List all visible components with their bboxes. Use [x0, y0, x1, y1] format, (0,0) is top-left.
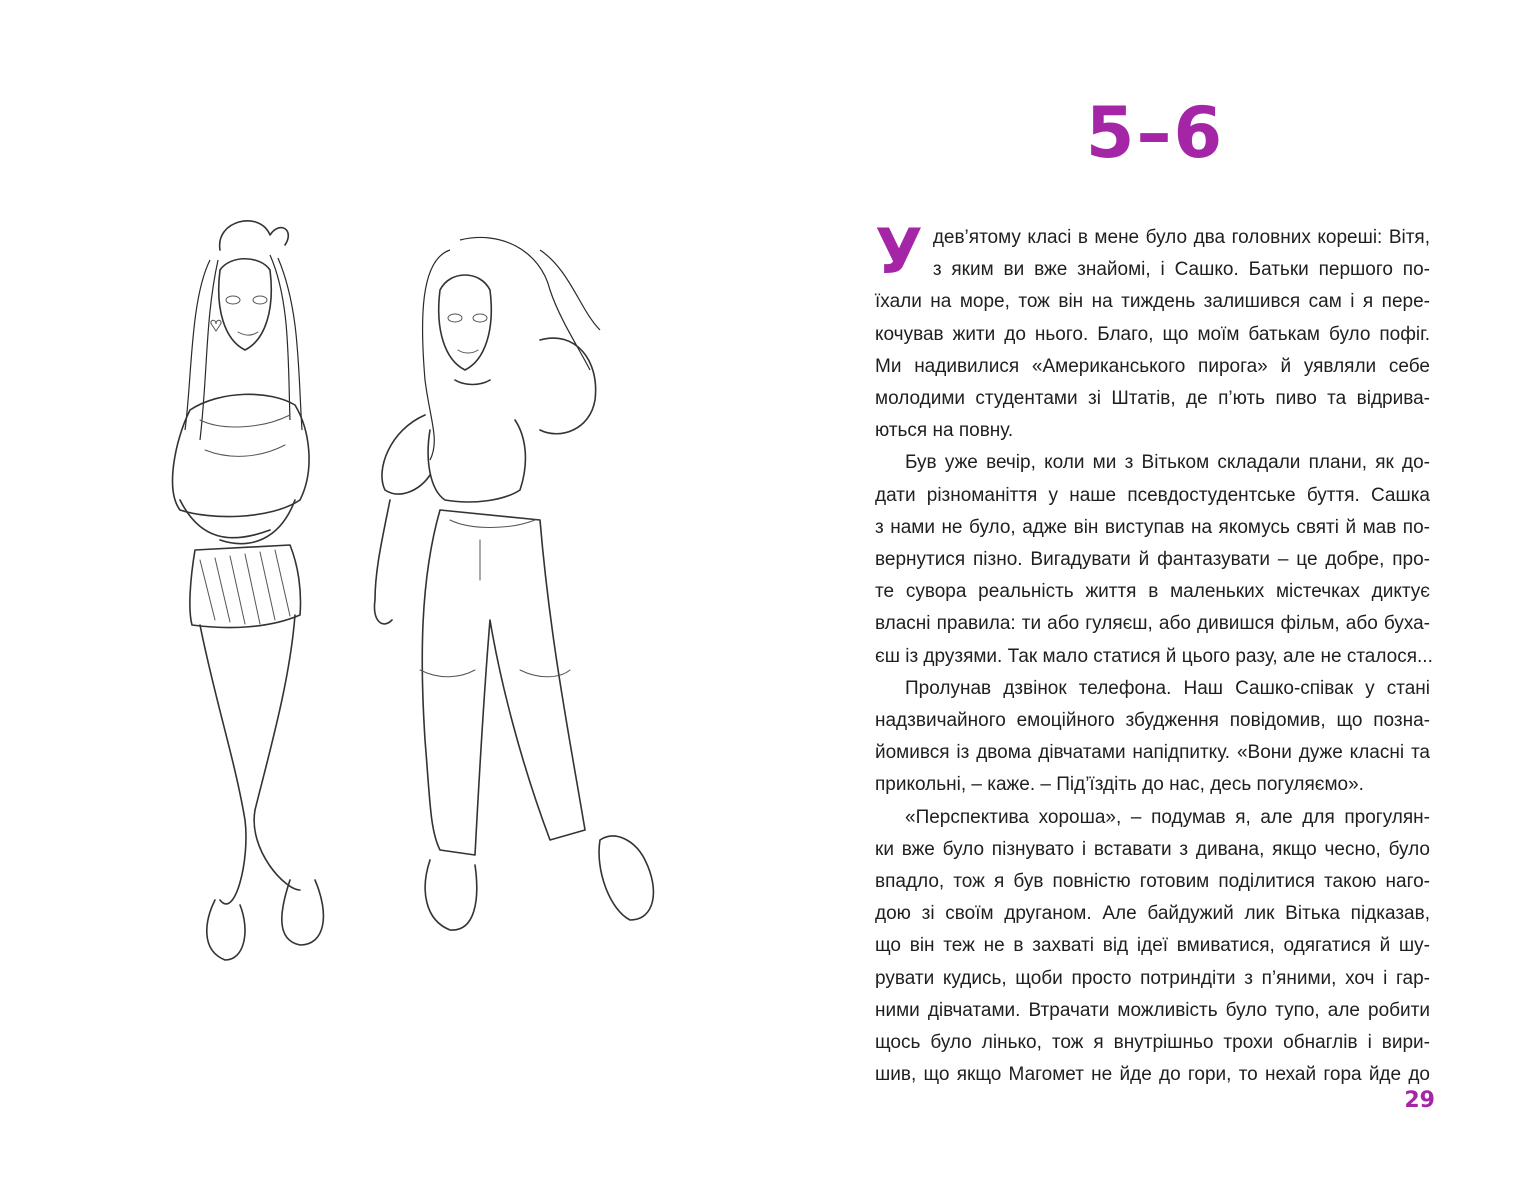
text-line: ються на повну. — [875, 420, 1014, 442]
paragraph — [875, 802, 1430, 1092]
text-line: впадло, тож я був повністю готовим поділитися такою наго- — [875, 871, 1430, 893]
text-line: з яким ви вже знайомі, і Сашко. Батьки першого по- — [932, 259, 1430, 281]
text-line: щось було лінько, тож я внутрішньо трохи обнаглів і вири- — [875, 1032, 1430, 1054]
text-line: єш із друзями. Так мало статися й цього разу, але не сталося... — [875, 645, 1433, 667]
text-line: ки вже було пізнувато і вставати з дивана, якщо чесно, було — [875, 838, 1430, 860]
text-line: Був уже вечір, коли ми з Вітьком складали плани, як до- — [905, 452, 1430, 474]
text-line: те сувора реальність життя в маленьких містечках диктує — [875, 581, 1430, 603]
chapter-text — [875, 215, 1433, 1091]
text-line: «Перспектива хороша», – подумав я, але для прогулян- — [905, 806, 1430, 828]
sketch-drawing — [120, 200, 820, 1020]
text-line: рувати кудись, щоби просто потриндіти з п’яними, хоч і гар- — [875, 967, 1430, 989]
text-line: дою зі своїм друганом. Але байдужий лик Вітька підказав, — [875, 903, 1430, 925]
paragraph — [875, 447, 1433, 672]
text-line: йомився із двома дівчатами напідпитку. «Вони дуже класні та — [875, 742, 1430, 764]
text-line: кочував жити до нього. Благо, що моїм батькам було пофіг. — [875, 323, 1430, 345]
page-number: 29 — [1404, 1088, 1435, 1113]
text-line: Пролунав дзвінок телефона. Наш Сашко-співак у стані — [905, 677, 1430, 699]
text-line: дев’ятому класі в мене було два головних кореші: Вітя, — [932, 227, 1430, 248]
text-line: дати різноманіття у наше псевдостудентське буття. Сашка — [875, 484, 1430, 506]
text-line: з нами не було, адже він виступав на якомусь святі й мав по- — [875, 516, 1430, 538]
paragraph — [875, 673, 1430, 802]
paragraph — [875, 215, 1430, 447]
girl-right-sketch — [374, 237, 653, 930]
text-line: вернутися пізно. Вигадувати й фантазувати – це добре, про- — [875, 549, 1430, 571]
drop-cap: У — [875, 215, 923, 288]
text-line: ними дівчатами. Втрачати можливість було тупо, але робити — [875, 999, 1430, 1021]
text-line: власні правила: ти або гуляєш, або дивишся фільм, або буха- — [875, 613, 1430, 635]
text-line: що він теж не в захваті від ідеї вмиватися, одягатися й шу- — [875, 935, 1430, 957]
text-line: Ми надивилися «Американського пирога» й уявляли себе — [875, 355, 1430, 377]
text-line: надзвичайного емоційного збудження повідомив, що позна- — [875, 710, 1430, 732]
text-line: їхали на море, тож він на тиждень залишився сам і я пере- — [875, 291, 1430, 313]
text-line: прикольні, – каже. – Під’їздіть до нас, десь погуляємо». — [875, 774, 1364, 796]
text-line: шив, що якщо Магомет не йде до гори, то нехай гора йде до — [875, 1064, 1430, 1086]
illustration-two-girls — [120, 200, 820, 1020]
chapter-number: 5–6 — [1085, 92, 1225, 174]
girl-left-sketch — [173, 221, 324, 960]
text-line: молодими студентами зі Штатів, де п’ють пиво та відрива- — [875, 388, 1430, 410]
